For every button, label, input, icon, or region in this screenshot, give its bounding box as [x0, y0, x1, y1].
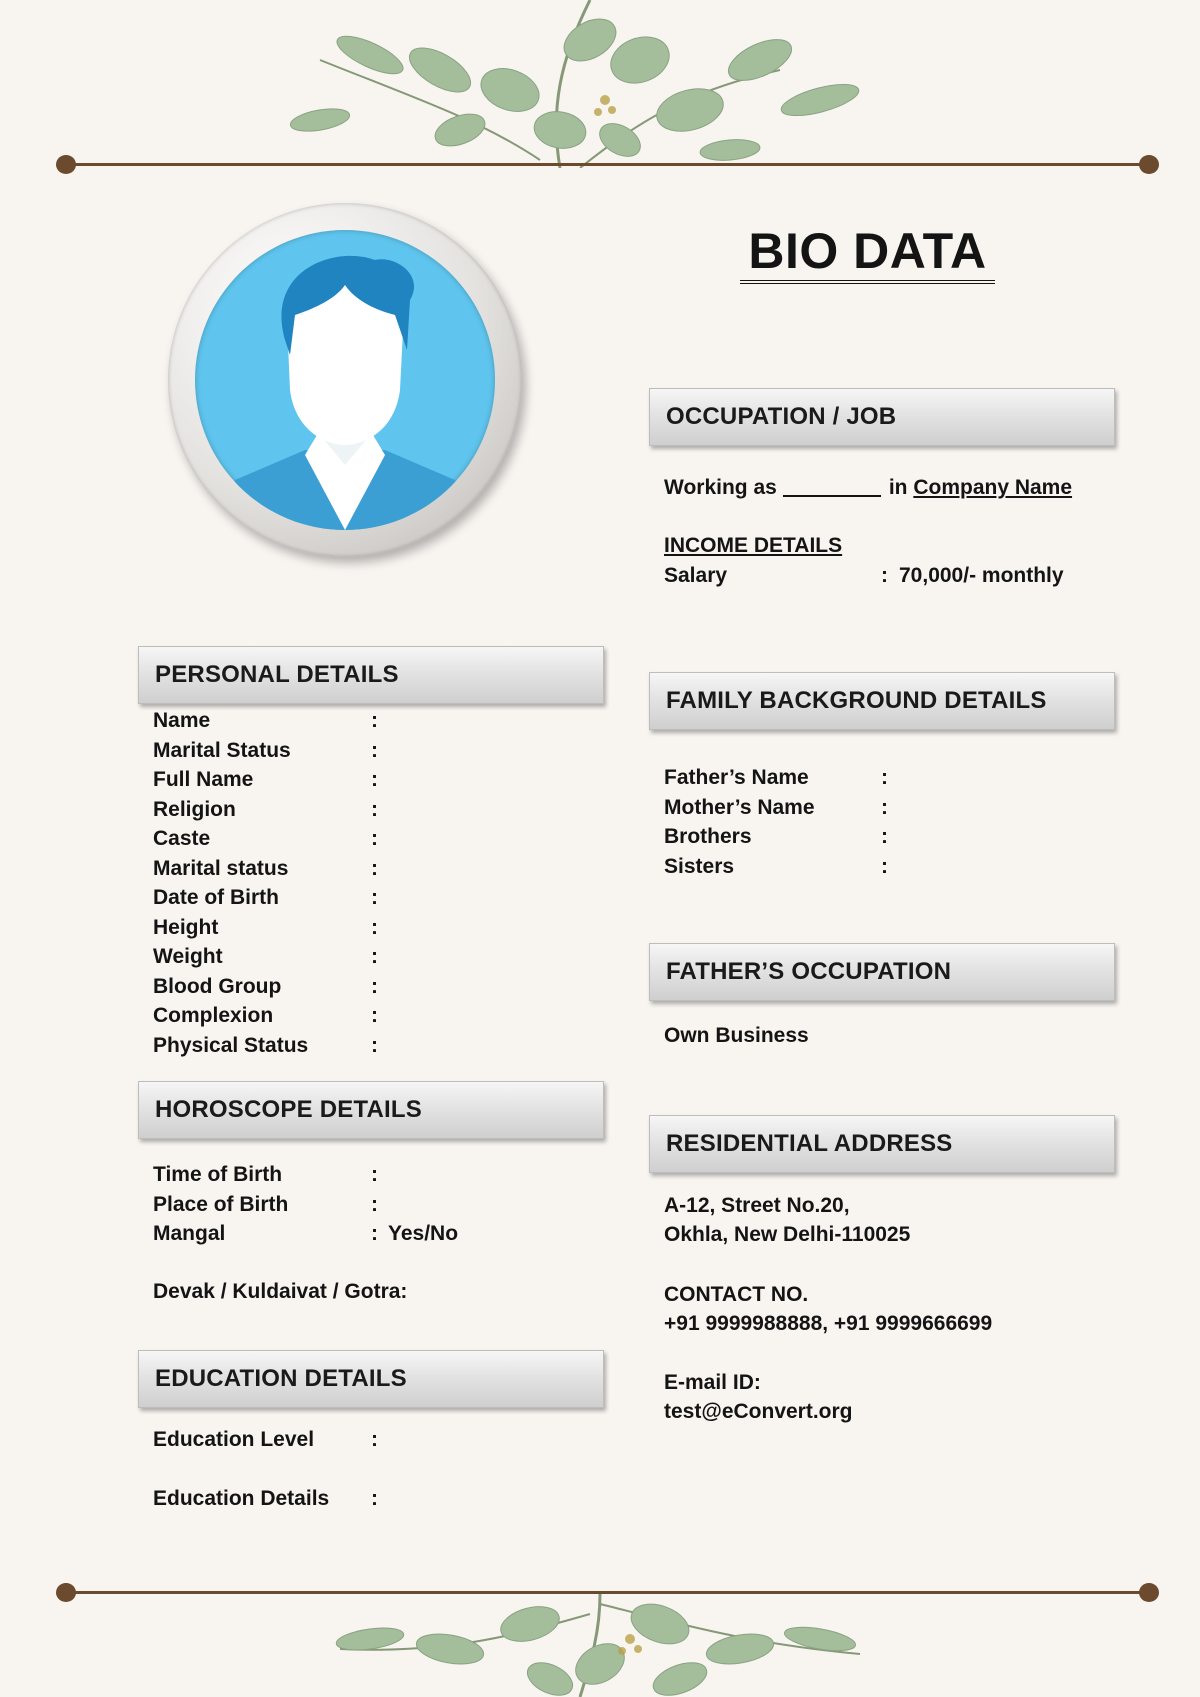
family-details-list — [664, 763, 888, 881]
personal-details-list — [153, 706, 378, 1060]
top-divider — [66, 163, 1149, 166]
income-details-heading: INCOME DETAILS — [664, 534, 843, 557]
address-line-2: Okhla, New Delhi-110025 — [664, 1223, 911, 1246]
personal-details-header: PERSONAL DETAILS — [138, 646, 604, 704]
field-label: Height — [153, 915, 219, 939]
field-label: Mother’s Name — [664, 795, 815, 819]
personal-row: Religion : — [153, 797, 378, 821]
working-in-label: in — [888, 476, 908, 499]
divider-knob-left — [56, 1583, 76, 1602]
field-label: Education Details — [153, 1487, 330, 1510]
field-label: Father’s Name — [664, 766, 809, 789]
bottom-foliage-decoration — [300, 1594, 920, 1697]
family-row: Father’s Name : — [664, 766, 888, 789]
fathers-occupation-header: FATHER’S OCCUPATION — [649, 943, 1115, 1001]
education-details-list — [153, 1425, 378, 1514]
field-label: Mangal — [153, 1222, 226, 1245]
personal-row: Marital status : — [153, 856, 378, 880]
field-label: Education Level — [153, 1428, 315, 1451]
personal-row: Height : — [153, 915, 378, 939]
personal-row: Full Name : — [153, 768, 378, 791]
email-heading: E-mail ID: — [664, 1371, 761, 1394]
field-label: Caste — [153, 827, 211, 850]
field-label: Full Name — [153, 768, 254, 791]
residential-address-header: RESIDENTIAL ADDRESS — [649, 1115, 1115, 1173]
address-line-1: A-12, Street No.20, — [664, 1194, 850, 1217]
personal-row: Marital Status : — [153, 738, 378, 762]
field-label: Name — [153, 709, 211, 732]
education-row: Education Level : — [153, 1428, 378, 1451]
horoscope-details-header: HOROSCOPE DETAILS — [138, 1081, 604, 1139]
field-label: Time of Birth — [153, 1163, 283, 1186]
contact-numbers: +91 9999988888, +91 9999666699 — [664, 1312, 993, 1335]
top-foliage-decoration — [260, 0, 900, 168]
page-title: BIO DATA — [740, 222, 995, 284]
personal-row: Physical Status : — [153, 1033, 378, 1057]
field-label: Marital status — [153, 856, 289, 880]
field-label: Place of Birth — [153, 1192, 289, 1216]
profile-photo — [195, 230, 495, 530]
family-row: Brothers : — [664, 825, 888, 848]
field-label: Complexion — [153, 1004, 274, 1027]
working-as-line — [664, 474, 1072, 502]
personal-row: Date of Birth : — [153, 886, 378, 909]
education-row: Education Details : — [153, 1487, 378, 1510]
contact-heading: CONTACT NO. — [664, 1283, 809, 1306]
divider-knob-right — [1139, 1583, 1159, 1602]
field-label: Sisters — [664, 854, 735, 878]
salary-colon: : — [881, 564, 888, 587]
fathers-occupation-value: Own Business — [664, 1024, 809, 1047]
horoscope-row: Mangal : Yes/No — [153, 1219, 288, 1249]
salary-label: Salary — [664, 564, 728, 587]
family-background-header: FAMILY BACKGROUND DETAILS — [649, 672, 1115, 730]
occupation-header: OCCUPATION / JOB — [649, 388, 1115, 446]
personal-row: Name : — [153, 709, 378, 732]
horoscope-row: Place of Birth : — [153, 1192, 378, 1216]
job-title-blank — [783, 475, 881, 497]
company-name: Company Name — [913, 476, 1073, 499]
family-row: Sisters : — [664, 854, 888, 878]
avatar-icon — [195, 230, 495, 530]
horoscope-row: Time of Birth : — [153, 1163, 378, 1186]
gotra-label: Devak / Kuldaivat / Gotra: — [153, 1280, 408, 1303]
field-label: Weight — [153, 945, 223, 968]
family-row: Mother’s Name : — [664, 795, 888, 819]
field-label: Physical Status — [153, 1033, 309, 1057]
personal-row: Blood Group : — [153, 974, 378, 998]
field-label: Brothers — [664, 825, 752, 848]
field-value: Yes/No — [388, 1222, 459, 1245]
personal-row: Weight : — [153, 945, 378, 968]
field-label: Marital Status — [153, 738, 291, 762]
working-as-label: Working as — [664, 476, 777, 499]
personal-row: Complexion : — [153, 1004, 378, 1027]
field-label: Religion — [153, 797, 236, 821]
field-label: Date of Birth — [153, 886, 279, 909]
divider-knob-right — [1139, 155, 1159, 174]
salary-value: 70,000/- monthly — [899, 564, 1064, 587]
email-value: test@eConvert.org — [664, 1400, 853, 1423]
horoscope-details-list — [153, 1160, 459, 1249]
divider-knob-left — [56, 155, 76, 174]
personal-row: Caste : — [153, 827, 378, 850]
field-label: Blood Group — [153, 974, 282, 998]
education-details-header: EDUCATION DETAILS — [138, 1350, 604, 1408]
